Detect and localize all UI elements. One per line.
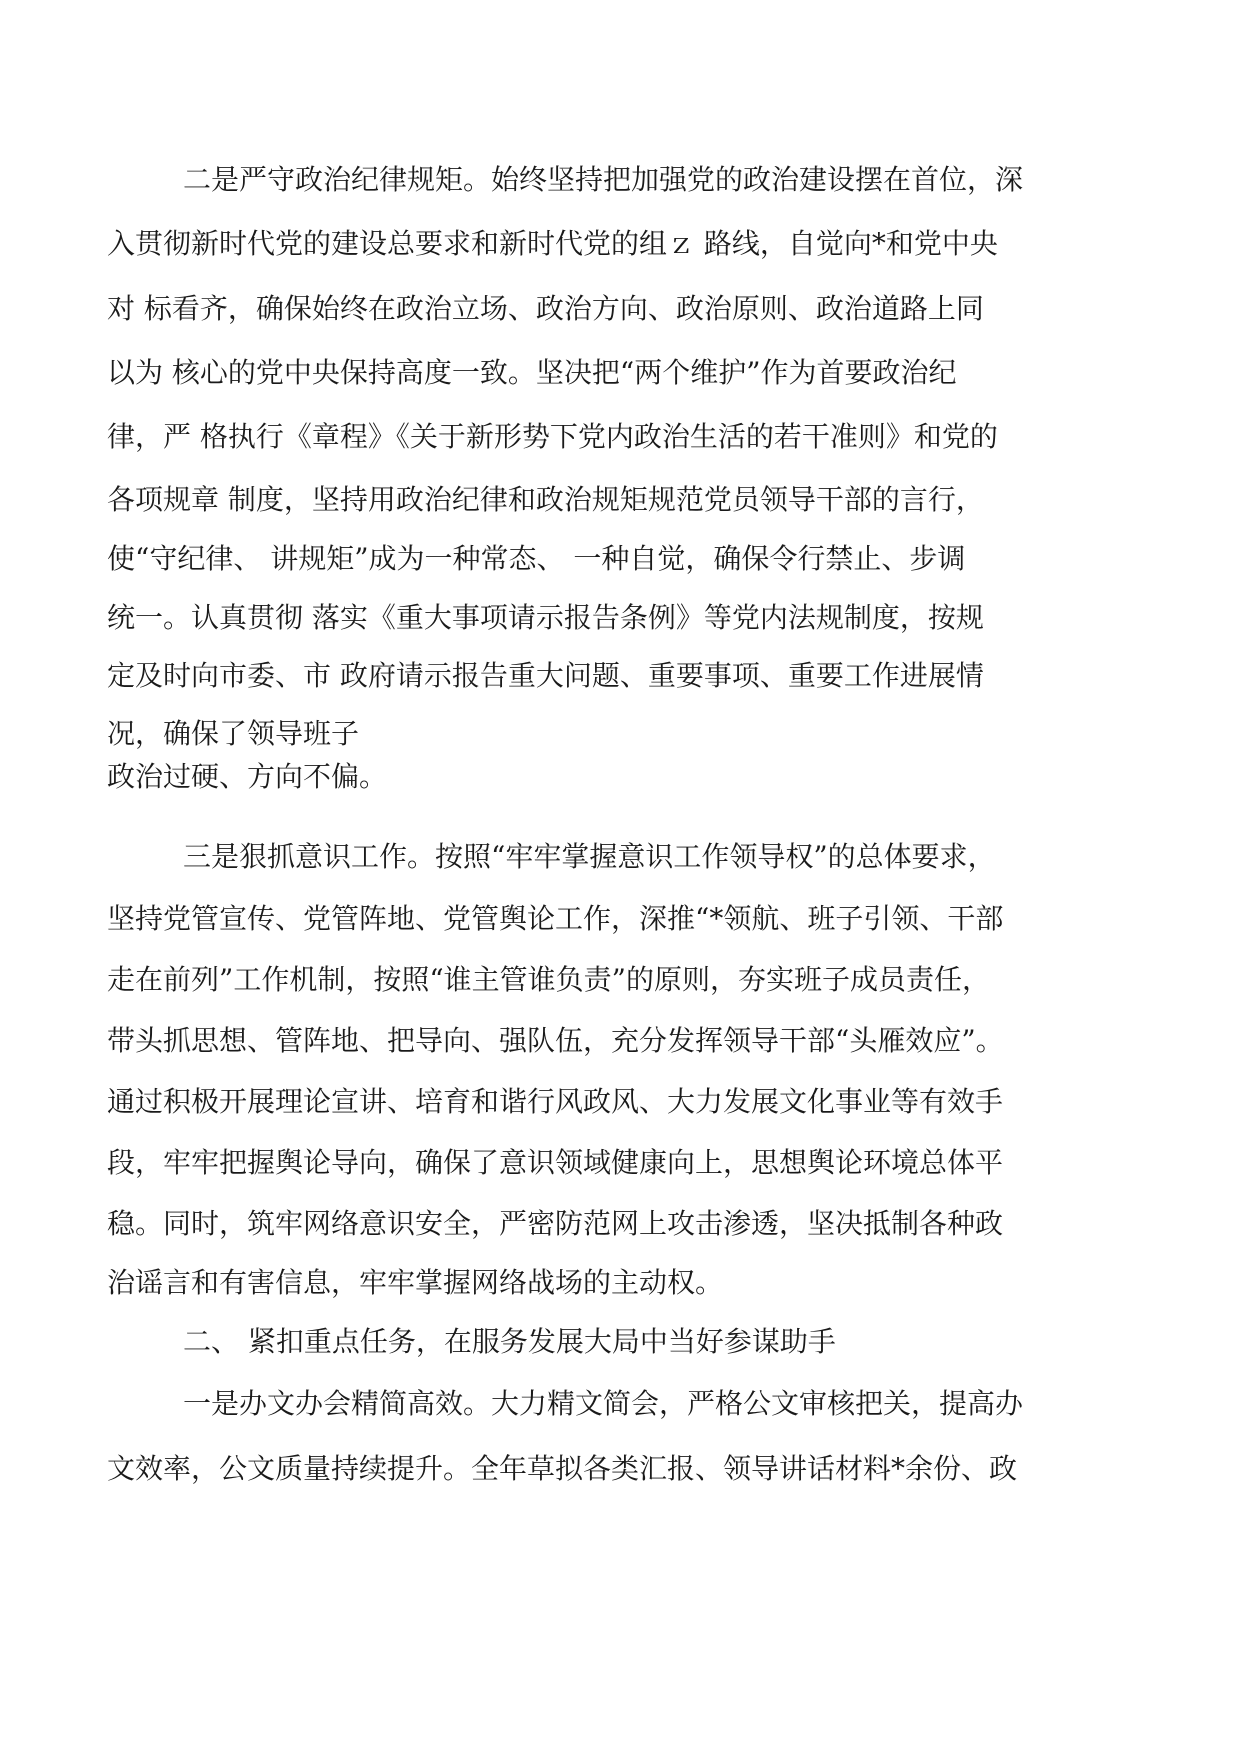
text-line: 定及时向市委、市 政府请示报告重大问题、重要事项、重要工作进展情 [107, 659, 984, 692]
text-line: 入贯彻新时代党的建设总要求和新时代党的组ｚ 路线，自觉向*和党中央 [107, 227, 998, 260]
text-line: 使“守纪律、 讲规矩”成为一种常态、 一种自觉，确保令行禁止、步调 [107, 542, 966, 575]
text-line: 稳。同时，筑牢网络意识安全，严密防范网上攻击渗透，坚决抵制各种政 [107, 1207, 1004, 1240]
section-heading: 二、 紧扣重点任务，在服务发展大局中当好参谋助手 [183, 1325, 836, 1358]
text-line: 带头抓思想、管阵地、把导向、强队伍，充分发挥领导干部“头雁效应”。 [107, 1024, 1004, 1057]
text-line: 以为 核心的党中央保持高度一致。坚决把“两个维护”作为首要政治纪 [107, 356, 957, 389]
text-line: 文效率，公文质量持续提升。全年草拟各类汇报、领导讲话材料*余份、政 [107, 1452, 1018, 1485]
text-line: 各项规章 制度，坚持用政治纪律和政治规矩规范党员领导干部的言行， [107, 483, 984, 516]
text-line: 统一。认真贯彻 落实《重大事项请示报告条例》等党内法规制度，按规 [107, 601, 984, 634]
text-line: 二是严守政治纪律规矩。始终坚持把加强党的政治建设摆在首位，深 [183, 163, 1024, 196]
text-line: 走在前列”工作机制，按照“谁主管谁负责”的原则，夯实班子成员责任， [107, 963, 990, 996]
text-line: 律，严 格执行《章程》《关于新形势下党内政治生活的若干准则》和党的 [107, 420, 998, 453]
text-line: 政治过硬、方向不偏。 [107, 760, 388, 793]
text-line: 况，确保了领导班子 [107, 717, 360, 750]
text-line: 坚持党管宣传、党管阵地、党管舆论工作，深推“*领航、班子引领、干部 [107, 902, 1004, 935]
text-line: 段，牢牢把握舆论导向，确保了意识领域健康向上，思想舆论环境总体平 [107, 1146, 1004, 1179]
text-line: 对 标看齐，确保始终在政治立场、政治方向、政治原则、政治道路上同 [107, 292, 984, 325]
text-line: 三是狠抓意识工作。按照“牢牢掌握意识工作领导权”的总体要求， [183, 840, 996, 873]
text-line: 治谣言和有害信息，牢牢掌握网络战场的主动权。 [107, 1266, 724, 1299]
text-line: 通过积极开展理论宣讲、培育和谐行风政风、大力发展文化事业等有效手 [107, 1085, 1004, 1118]
text-line: 一是办文办会精简高效。大力精文简会，严格公文审核把关，提高办 [183, 1387, 1024, 1420]
